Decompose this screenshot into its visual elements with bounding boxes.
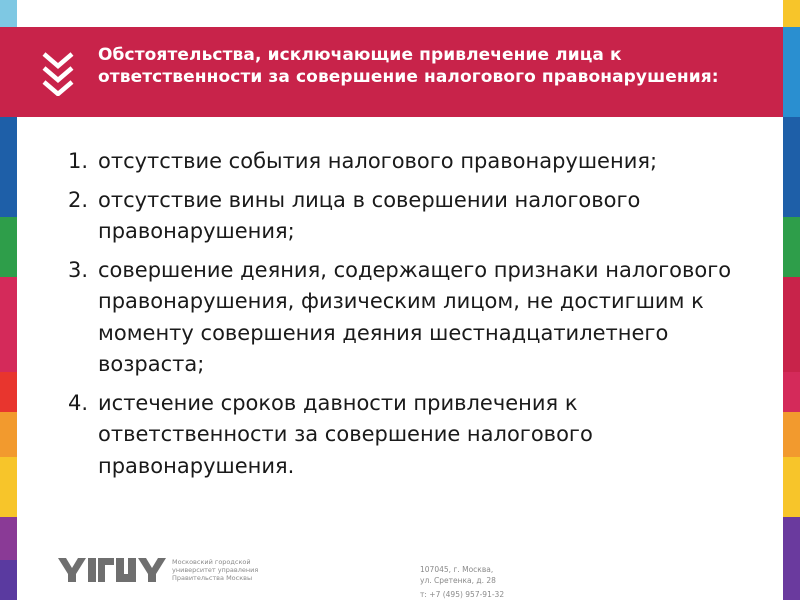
footer-phone: т: +7 (495) 957-91-32	[420, 590, 505, 599]
right-stripe-segment	[783, 372, 800, 412]
list-item-text: истечение сроков давности привлечения к ответственности за совершение налогового правонарушения.	[98, 390, 593, 478]
footer-organization	[172, 558, 282, 582]
left-stripe-segment	[0, 372, 17, 412]
left-stripe-segment	[0, 517, 17, 560]
right-stripe-segment	[783, 412, 800, 457]
list-item	[68, 185, 768, 248]
footer-address-line: 107045, г. Москва,	[420, 565, 494, 574]
slide-title: Обстоятельства, исключающие привлечение лица к ответственности за совершение налогового правонарушения:	[98, 45, 719, 87]
circumstances-list	[68, 146, 768, 489]
footer-address-line: ул. Сретенка, д. 28	[420, 576, 496, 585]
left-stripe-segment	[0, 457, 17, 517]
list-item	[68, 388, 768, 483]
left-stripe-segment	[0, 117, 17, 217]
list-item-number: 3.	[68, 257, 89, 282]
triple-chevron-down-icon	[40, 48, 76, 96]
list-item-number: 2.	[68, 187, 89, 212]
right-stripe-segment	[783, 117, 800, 217]
footer-org-line: Правительства Москвы	[172, 574, 253, 582]
footer-org-line: Московский городской	[172, 558, 251, 566]
footer-org-line: университет управления	[172, 566, 259, 574]
right-stripe-segment	[783, 277, 800, 372]
list-item-text: совершение деяния, содержащего признаки налогового правонарушения, физическим лицом, не достигшим к моменту совершения деяния шестнадцатилетнего возраста;	[98, 257, 732, 376]
left-stripe-segment	[0, 560, 17, 600]
list-item-number: 1.	[68, 149, 89, 173]
right-stripe-segment	[783, 457, 800, 517]
left-stripe-segment	[0, 0, 17, 27]
list-item-text: отсутствие вины лица в совершении налогового правонарушения;	[98, 187, 641, 243]
right-stripe-segment	[783, 517, 800, 600]
list-item-text: отсутствие события налогового правонарушения;	[98, 149, 658, 173]
university-logo	[58, 556, 166, 584]
left-stripe-segment	[0, 217, 17, 277]
right-stripe-segment	[783, 0, 800, 27]
footer-address	[420, 564, 496, 586]
list-item	[68, 255, 768, 381]
right-stripe-segment	[783, 217, 800, 277]
list-item	[68, 146, 768, 178]
list-item-number: 4.	[68, 390, 89, 415]
left-stripe-segment	[0, 277, 17, 372]
left-stripe-segment	[0, 412, 17, 457]
